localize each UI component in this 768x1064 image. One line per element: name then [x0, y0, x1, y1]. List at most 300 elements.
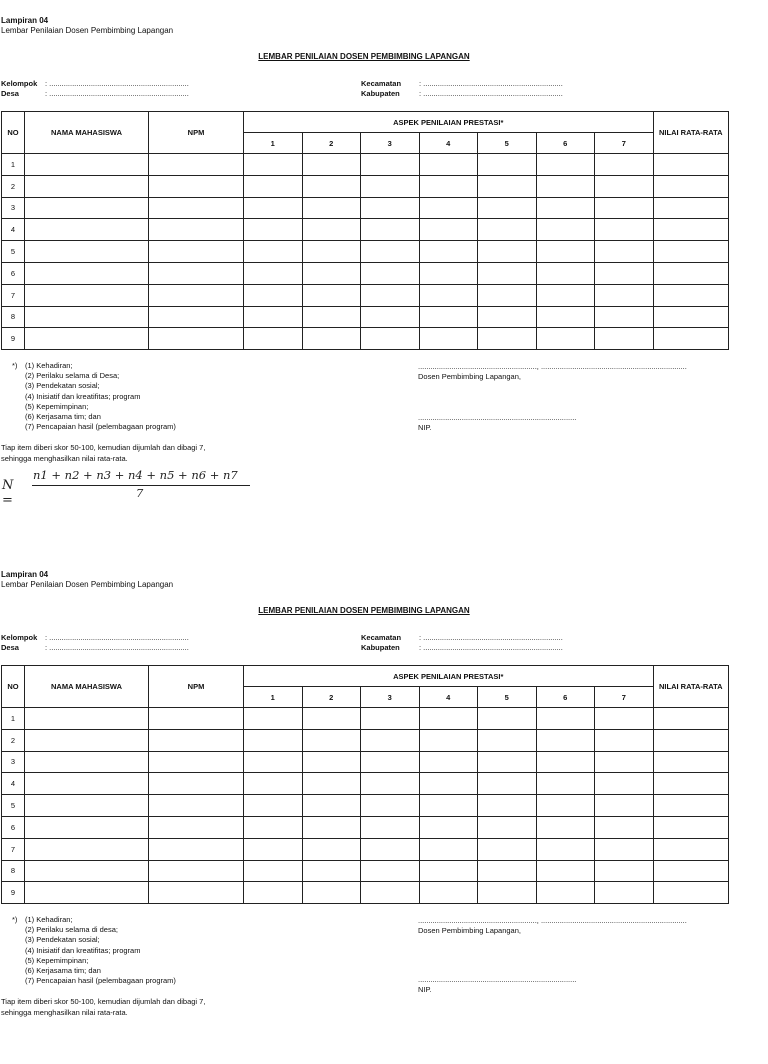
aspect-2-cell[interactable]	[302, 751, 361, 773]
nilai-cell[interactable]	[653, 262, 729, 284]
header-aspek: ASPEK PENILAIAN PRESTASI*	[244, 112, 654, 133]
header-aspek: ASPEK PENILAIAN PRESTASI*	[244, 666, 654, 687]
notes-marker: *)	[12, 361, 18, 370]
aspect-4-cell[interactable]	[419, 838, 478, 860]
kelompok-label: Kelompok	[1, 79, 38, 88]
aspect-7-cell[interactable]	[595, 729, 654, 751]
aspect-5-cell[interactable]	[478, 729, 537, 751]
aspect-2-cell[interactable]	[302, 882, 361, 904]
npm-cell[interactable]	[149, 262, 244, 284]
npm-cell[interactable]	[149, 241, 244, 263]
nilai-cell[interactable]	[653, 838, 729, 860]
desa-field[interactable]: : ...................................................................	[45, 89, 189, 98]
aspect-6-cell[interactable]	[536, 773, 595, 795]
table-body	[2, 708, 729, 904]
header-aspect-1: 1	[244, 687, 303, 708]
aspect-5-cell[interactable]	[478, 197, 537, 219]
aspect-5-cell[interactable]	[478, 262, 537, 284]
nama-cell[interactable]	[25, 306, 149, 328]
aspect-6-cell[interactable]	[536, 219, 595, 241]
aspect-5-cell[interactable]	[478, 154, 537, 176]
nama-cell[interactable]	[25, 751, 149, 773]
aspect-1-cell[interactable]	[244, 328, 303, 350]
note-item: (7) Pencapaian hasil (pelembagaan program)	[25, 976, 176, 986]
header-nama-mahasiswa: NAMA MAHASISWA	[25, 112, 149, 154]
npm-cell[interactable]	[149, 284, 244, 306]
aspect-1-cell[interactable]	[244, 882, 303, 904]
nama-cell[interactable]	[25, 154, 149, 176]
aspect-1-cell[interactable]	[244, 795, 303, 817]
aspect-2-cell[interactable]	[302, 241, 361, 263]
aspect-5-cell[interactable]	[478, 860, 537, 882]
nama-cell[interactable]	[25, 284, 149, 306]
aspect-7-cell[interactable]	[595, 816, 654, 838]
aspect-2-cell[interactable]	[302, 838, 361, 860]
aspect-1-cell[interactable]	[244, 838, 303, 860]
aspect-3-cell[interactable]	[361, 795, 420, 817]
aspect-5-cell[interactable]	[478, 773, 537, 795]
left-fields	[1, 79, 189, 99]
aspect-4-cell[interactable]	[419, 328, 478, 350]
nama-cell[interactable]	[25, 219, 149, 241]
aspect-1-cell[interactable]	[244, 773, 303, 795]
aspect-2-cell[interactable]	[302, 860, 361, 882]
header-aspect-4: 4	[419, 133, 478, 154]
aspect-7-cell[interactable]	[595, 882, 654, 904]
aspect-3-cell[interactable]	[361, 219, 420, 241]
row-number: 4	[2, 773, 25, 795]
row-number: 2	[2, 729, 25, 751]
formula-lhs: N =	[2, 478, 14, 508]
nama-cell[interactable]	[25, 708, 149, 730]
aspect-3-cell[interactable]	[361, 751, 420, 773]
signature-role: Dosen Pembimbing Lapangan,	[418, 926, 521, 935]
nilai-cell[interactable]	[653, 219, 729, 241]
appendix-label: Lampiran 04	[1, 570, 49, 579]
row-number: 8	[2, 306, 25, 328]
aspect-6-cell[interactable]	[536, 882, 595, 904]
nama-cell[interactable]	[25, 882, 149, 904]
aspect-1-cell[interactable]	[244, 729, 303, 751]
aspect-7-cell[interactable]	[595, 773, 654, 795]
row-number: 6	[2, 816, 25, 838]
aspect-4-cell[interactable]	[419, 306, 478, 328]
npm-cell[interactable]	[149, 219, 244, 241]
aspect-2-cell[interactable]	[302, 328, 361, 350]
aspect-2-cell[interactable]	[302, 154, 361, 176]
npm-cell[interactable]	[149, 882, 244, 904]
aspect-3-cell[interactable]	[361, 284, 420, 306]
row-number: 2	[2, 175, 25, 197]
note-item: (4) Inisiatif dan kreatifitas; program	[25, 945, 141, 955]
aspect-4-cell[interactable]	[419, 219, 478, 241]
nilai-cell[interactable]	[653, 306, 729, 328]
table-row	[2, 175, 729, 197]
aspect-6-cell[interactable]	[536, 795, 595, 817]
scoring-line: sehingga menghasilkan nilai rata-rata.	[1, 1007, 128, 1017]
note-item: (3) Pendekatan sosial;	[25, 935, 100, 945]
aspect-6-cell[interactable]	[536, 860, 595, 882]
aspect-1-cell[interactable]	[244, 154, 303, 176]
aspect-5-cell[interactable]	[478, 838, 537, 860]
aspect-2-cell[interactable]	[302, 729, 361, 751]
note-item: (5) Kepemimpinan;	[25, 955, 89, 965]
table-row	[2, 241, 729, 263]
aspect-6-cell[interactable]	[536, 328, 595, 350]
aspect-4-cell[interactable]	[419, 773, 478, 795]
signature-nip: NIP.	[418, 423, 432, 432]
aspect-5-cell[interactable]	[478, 284, 537, 306]
signature-nip: NIP.	[418, 985, 432, 994]
nilai-cell[interactable]	[653, 284, 729, 306]
aspect-6-cell[interactable]	[536, 816, 595, 838]
aspect-4-cell[interactable]	[419, 262, 478, 284]
kecamatan-field[interactable]: : ...................................................................	[419, 79, 563, 88]
nilai-cell[interactable]	[653, 175, 729, 197]
aspect-4-cell[interactable]	[419, 154, 478, 176]
row-number: 5	[2, 241, 25, 263]
aspect-3-cell[interactable]	[361, 241, 420, 263]
aspect-7-cell[interactable]	[595, 197, 654, 219]
aspect-5-cell[interactable]	[478, 241, 537, 263]
header-no: NO	[2, 666, 25, 708]
npm-cell[interactable]	[149, 306, 244, 328]
appendix-label: Lampiran 04	[1, 16, 49, 25]
kelompok-field[interactable]: : ...................................................................	[45, 79, 189, 88]
aspect-3-cell[interactable]	[361, 882, 420, 904]
aspect-5-cell[interactable]	[478, 328, 537, 350]
assessment-sheet-2	[0, 554, 768, 1064]
scoring-line: sehingga menghasilkan nilai rata-rata.	[1, 453, 128, 463]
aspect-4-cell[interactable]	[419, 197, 478, 219]
kelompok-field[interactable]: : ...................................................................	[45, 633, 189, 642]
aspect-notes	[12, 915, 176, 986]
table-body	[2, 154, 729, 350]
row-number: 1	[2, 708, 25, 730]
table-row	[2, 219, 729, 241]
npm-cell[interactable]	[149, 729, 244, 751]
nilai-cell[interactable]	[653, 241, 729, 263]
signature-name-line[interactable]: ............................................................................	[418, 975, 577, 984]
aspect-1-cell[interactable]	[244, 197, 303, 219]
aspect-2-cell[interactable]	[302, 816, 361, 838]
signature-name-line[interactable]: ............................................................................	[418, 413, 577, 422]
desa-label: Desa	[1, 643, 19, 652]
row-number: 6	[2, 262, 25, 284]
aspect-3-cell[interactable]	[361, 860, 420, 882]
header-aspect-5: 5	[478, 687, 537, 708]
row-number: 3	[2, 751, 25, 773]
nama-cell[interactable]	[25, 860, 149, 882]
aspect-2-cell[interactable]	[302, 306, 361, 328]
table-row	[2, 729, 729, 751]
aspect-5-cell[interactable]	[478, 306, 537, 328]
aspect-4-cell[interactable]	[419, 816, 478, 838]
formula-denominator: 7	[136, 486, 144, 500]
nilai-cell[interactable]	[653, 154, 729, 176]
npm-cell[interactable]	[149, 751, 244, 773]
aspect-6-cell[interactable]	[536, 729, 595, 751]
appendix-subtitle: Lembar Penilaian Dosen Pembimbing Lapangan	[1, 580, 174, 589]
aspect-4-cell[interactable]	[419, 175, 478, 197]
aspect-7-cell[interactable]	[595, 262, 654, 284]
note-item: (2) Perilaku selama di Desa;	[25, 371, 120, 381]
aspect-4-cell[interactable]	[419, 284, 478, 306]
aspect-6-cell[interactable]	[536, 708, 595, 730]
npm-cell[interactable]	[149, 708, 244, 730]
aspect-7-cell[interactable]	[595, 328, 654, 350]
nilai-cell[interactable]	[653, 729, 729, 751]
assessment-sheet-1	[0, 0, 768, 510]
nilai-cell[interactable]	[653, 751, 729, 773]
aspect-1-cell[interactable]	[244, 860, 303, 882]
assessment-table	[1, 111, 729, 350]
npm-cell[interactable]	[149, 816, 244, 838]
aspect-3-cell[interactable]	[361, 838, 420, 860]
aspect-6-cell[interactable]	[536, 241, 595, 263]
nilai-cell[interactable]	[653, 816, 729, 838]
note-item: (7) Pencapaian hasil (pelembagaan program)	[25, 422, 176, 432]
table-row	[2, 838, 729, 860]
nama-cell[interactable]	[25, 795, 149, 817]
nilai-cell[interactable]	[653, 197, 729, 219]
table-row	[2, 751, 729, 773]
kelompok-label: Kelompok	[1, 633, 38, 642]
aspect-7-cell[interactable]	[595, 219, 654, 241]
assessment-table	[1, 665, 729, 904]
npm-cell[interactable]	[149, 175, 244, 197]
table-row	[2, 882, 729, 904]
nama-cell[interactable]	[25, 816, 149, 838]
appendix-subtitle: Lembar Penilaian Dosen Pembimbing Lapangan	[1, 26, 174, 35]
nilai-cell[interactable]	[653, 773, 729, 795]
aspect-7-cell[interactable]	[595, 751, 654, 773]
aspect-3-cell[interactable]	[361, 175, 420, 197]
npm-cell[interactable]	[149, 773, 244, 795]
nama-cell[interactable]	[25, 241, 149, 263]
header-aspect-3: 3	[361, 133, 420, 154]
aspect-6-cell[interactable]	[536, 751, 595, 773]
form-title: LEMBAR PENILAIAN DOSEN PEMBIMBING LAPANGAN	[258, 52, 470, 61]
table-row	[2, 306, 729, 328]
aspect-6-cell[interactable]	[536, 284, 595, 306]
kabupaten-field[interactable]: : ...................................................................	[419, 89, 563, 98]
aspect-3-cell[interactable]	[361, 197, 420, 219]
row-number: 7	[2, 284, 25, 306]
aspect-3-cell[interactable]	[361, 262, 420, 284]
npm-cell[interactable]	[149, 154, 244, 176]
aspect-5-cell[interactable]	[478, 219, 537, 241]
left-fields	[1, 633, 189, 653]
nilai-cell[interactable]	[653, 882, 729, 904]
header-aspect-4: 4	[419, 687, 478, 708]
aspect-4-cell[interactable]	[419, 860, 478, 882]
aspect-5-cell[interactable]	[478, 816, 537, 838]
aspect-3-cell[interactable]	[361, 154, 420, 176]
row-number: 4	[2, 219, 25, 241]
row-number: 9	[2, 882, 25, 904]
note-item: (1) Kehadiran;	[25, 915, 73, 924]
nilai-cell[interactable]	[653, 708, 729, 730]
note-item: (2) Perilaku selama di desa;	[25, 925, 118, 935]
aspect-4-cell[interactable]	[419, 729, 478, 751]
notes-marker: *)	[12, 915, 18, 924]
npm-cell[interactable]	[149, 795, 244, 817]
note-item: (6) Kerjasama tim; dan	[25, 966, 101, 976]
table-row	[2, 284, 729, 306]
aspect-1-cell[interactable]	[244, 751, 303, 773]
aspect-2-cell[interactable]	[302, 175, 361, 197]
aspect-5-cell[interactable]	[478, 795, 537, 817]
aspect-7-cell[interactable]	[595, 860, 654, 882]
header-npm: NPM	[149, 112, 244, 154]
row-number: 8	[2, 860, 25, 882]
npm-cell[interactable]	[149, 860, 244, 882]
note-item: (3) Pendekatan sosial;	[25, 381, 100, 391]
npm-cell[interactable]	[149, 838, 244, 860]
nama-cell[interactable]	[25, 175, 149, 197]
npm-cell[interactable]	[149, 197, 244, 219]
aspect-1-cell[interactable]	[244, 262, 303, 284]
header-aspect-2: 2	[302, 687, 361, 708]
kecamatan-label: Kecamatan	[361, 633, 402, 642]
note-item: (4) Inisiatif dan kreatifitas; program	[25, 391, 141, 401]
aspect-7-cell[interactable]	[595, 175, 654, 197]
nilai-cell[interactable]	[653, 795, 729, 817]
form-title: LEMBAR PENILAIAN DOSEN PEMBIMBING LAPANGAN	[258, 606, 470, 615]
table-row	[2, 795, 729, 817]
aspect-7-cell[interactable]	[595, 241, 654, 263]
aspect-1-cell[interactable]	[244, 284, 303, 306]
aspect-2-cell[interactable]	[302, 773, 361, 795]
aspect-2-cell[interactable]	[302, 219, 361, 241]
table-row	[2, 328, 729, 350]
aspect-4-cell[interactable]	[419, 882, 478, 904]
aspect-2-cell[interactable]	[302, 197, 361, 219]
table-row	[2, 197, 729, 219]
note-item: (1) Kehadiran;	[25, 361, 73, 370]
nama-cell[interactable]	[25, 328, 149, 350]
aspect-1-cell[interactable]	[244, 175, 303, 197]
nama-cell[interactable]	[25, 729, 149, 751]
aspect-3-cell[interactable]	[361, 306, 420, 328]
aspect-1-cell[interactable]	[244, 241, 303, 263]
aspect-7-cell[interactable]	[595, 708, 654, 730]
header-no: NO	[2, 112, 25, 154]
header-aspect-7: 7	[595, 687, 654, 708]
nilai-cell[interactable]	[653, 860, 729, 882]
aspect-4-cell[interactable]	[419, 241, 478, 263]
aspect-7-cell[interactable]	[595, 306, 654, 328]
header-nama-mahasiswa: NAMA MAHASISWA	[25, 666, 149, 708]
aspect-7-cell[interactable]	[595, 838, 654, 860]
aspect-6-cell[interactable]	[536, 154, 595, 176]
aspect-3-cell[interactable]	[361, 773, 420, 795]
kecamatan-label: Kecamatan	[361, 79, 402, 88]
scoring-instructions	[1, 443, 205, 464]
signature-role: Dosen Pembimbing Lapangan,	[418, 372, 521, 381]
aspect-6-cell[interactable]	[536, 306, 595, 328]
right-fields	[361, 633, 563, 653]
header-npm: NPM	[149, 666, 244, 708]
table-row	[2, 816, 729, 838]
nama-cell[interactable]	[25, 838, 149, 860]
npm-cell[interactable]	[149, 328, 244, 350]
kabupaten-label: Kabupaten	[361, 643, 400, 652]
aspect-2-cell[interactable]	[302, 708, 361, 730]
scoring-line: Tiap item diberi skor 50-100, kemudian dijumlah dan dibagi 7,	[1, 443, 206, 452]
nilai-cell[interactable]	[653, 328, 729, 350]
aspect-6-cell[interactable]	[536, 262, 595, 284]
aspect-7-cell[interactable]	[595, 154, 654, 176]
scoring-instructions	[1, 997, 205, 1018]
aspect-2-cell[interactable]	[302, 795, 361, 817]
nama-cell[interactable]	[25, 773, 149, 795]
aspect-3-cell[interactable]	[361, 729, 420, 751]
desa-label: Desa	[1, 89, 19, 98]
table-row	[2, 154, 729, 176]
aspect-6-cell[interactable]	[536, 838, 595, 860]
header-aspect-1: 1	[244, 133, 303, 154]
header-aspect-7: 7	[595, 133, 654, 154]
aspect-3-cell[interactable]	[361, 816, 420, 838]
note-item: (6) Kerjasama tim; dan	[25, 412, 101, 422]
aspect-4-cell[interactable]	[419, 795, 478, 817]
aspect-5-cell[interactable]	[478, 708, 537, 730]
row-number: 1	[2, 154, 25, 176]
kecamatan-field[interactable]: : ...................................................................	[419, 633, 563, 642]
aspect-6-cell[interactable]	[536, 197, 595, 219]
nama-cell[interactable]	[25, 197, 149, 219]
right-fields	[361, 79, 563, 99]
kabupaten-field[interactable]: : ...................................................................	[419, 643, 563, 652]
aspect-7-cell[interactable]	[595, 284, 654, 306]
header-aspect-3: 3	[361, 687, 420, 708]
aspect-2-cell[interactable]	[302, 262, 361, 284]
header-aspect-2: 2	[302, 133, 361, 154]
aspect-1-cell[interactable]	[244, 306, 303, 328]
header-nilai-rata-rata: NILAI RATA-RATA	[653, 666, 729, 708]
header-aspect-6: 6	[536, 687, 595, 708]
place-date-line[interactable]: ........................................................., ......................................................................	[418, 916, 687, 925]
aspect-5-cell[interactable]	[478, 175, 537, 197]
aspect-4-cell[interactable]	[419, 708, 478, 730]
aspect-3-cell[interactable]	[361, 708, 420, 730]
aspect-1-cell[interactable]	[244, 219, 303, 241]
aspect-1-cell[interactable]	[244, 708, 303, 730]
aspect-1-cell[interactable]	[244, 816, 303, 838]
place-date-line[interactable]: ........................................................., ......................................................................	[418, 362, 687, 371]
nama-cell[interactable]	[25, 262, 149, 284]
table-row	[2, 708, 729, 730]
aspect-6-cell[interactable]	[536, 175, 595, 197]
row-number: 5	[2, 795, 25, 817]
row-number: 7	[2, 838, 25, 860]
header-aspect-5: 5	[478, 133, 537, 154]
aspect-5-cell[interactable]	[478, 882, 537, 904]
row-number: 9	[2, 328, 25, 350]
aspect-notes	[12, 361, 176, 432]
aspect-4-cell[interactable]	[419, 751, 478, 773]
table-row	[2, 773, 729, 795]
aspect-2-cell[interactable]	[302, 284, 361, 306]
aspect-7-cell[interactable]	[595, 795, 654, 817]
header-nilai-rata-rata: NILAI RATA-RATA	[653, 112, 729, 154]
aspect-5-cell[interactable]	[478, 751, 537, 773]
aspect-3-cell[interactable]	[361, 328, 420, 350]
desa-field[interactable]: : ...................................................................	[45, 643, 189, 652]
formula-numerator: n1 + n2 + n3 + n4 + n5 + n6 + n7	[33, 468, 238, 482]
